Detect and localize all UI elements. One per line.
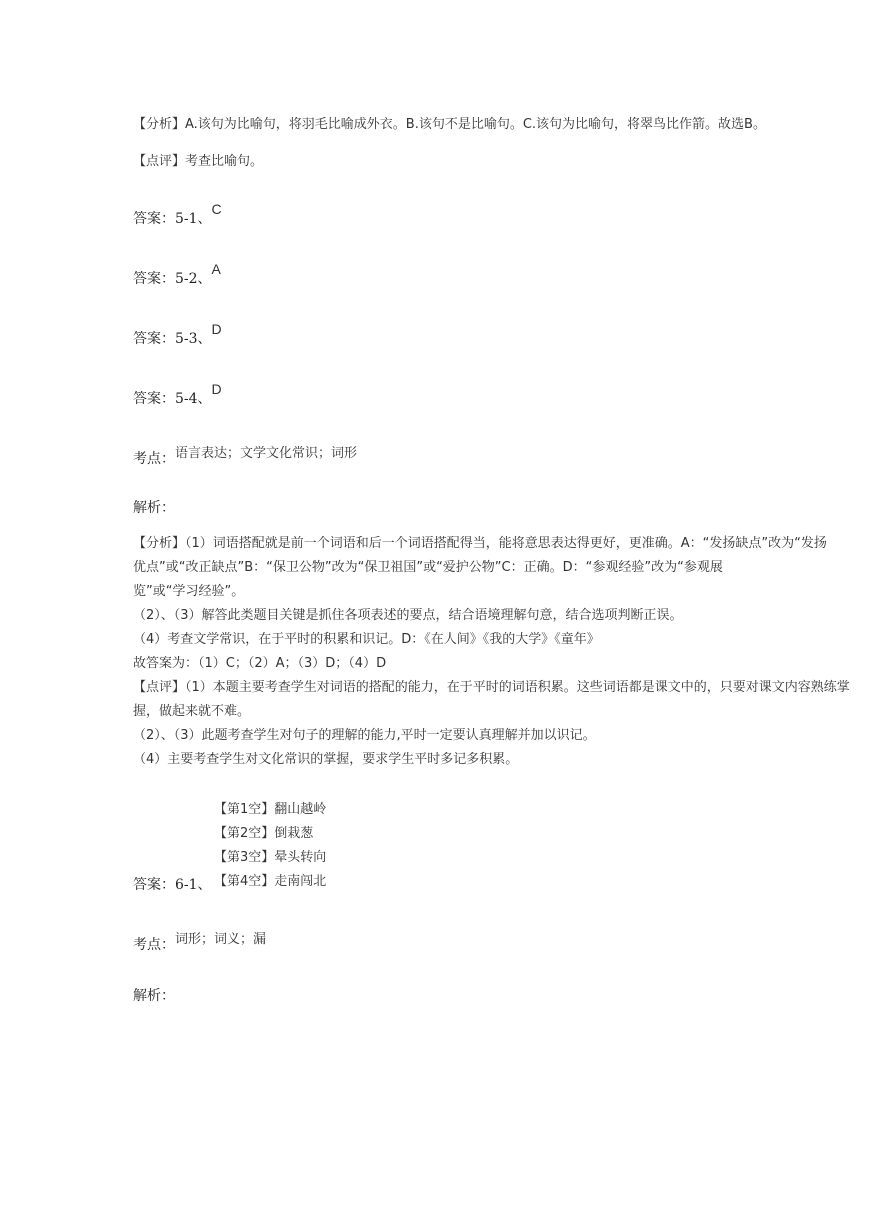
answer-label: 答案：5-2、 [133,271,212,287]
answer6-blank-1: 【第1空】翻山越岭 [214,802,327,817]
answer-5-3 [133,321,222,348]
explanation-line: （4）考查文学常识，在于平时的积累和识记。D：《在人间》《我的大学》《童年》 [133,632,600,647]
explanation-line: 故答案为：（1）C；（2）A；（3）D；（4）D [133,656,387,671]
kaodian-label: 考点： [133,937,175,953]
answer-5-1 [133,201,222,228]
answer6-blank-3: 【第3空】晕头转向 [214,850,327,865]
answer-value: D [211,321,222,337]
explanation-line: 【点评】（1）本题主要考查学生对词语的搭配的能力，在于平时的词语积累。这些词语都是课文中的，只要对课文内容熟练掌 [133,680,850,695]
answer-value: C [211,201,222,217]
explanation-line: 【分析】（1）词语搭配就是前一个词语和后一个词语搭配得当，能将意思表达得更好，更准确。A：“发扬缺点”改为“发扬 [133,536,827,551]
explanation-block [133,532,869,772]
jiexi-1: 解析： [133,500,175,516]
answer-label: 答案：5-1、 [133,211,212,227]
answer6-blank-2: 【第2空】倒栽葱 [214,826,314,841]
explanation-line: （2）、（3）此题考查学生对句子的理解的能力,平时一定要认真理解并加以识记。 [133,728,596,743]
analysis-line: 【分析】A.该句为比喻句，将羽毛比喻成外衣。B.该句不是比喻句。C.该句为比喻句，将翠鸟比作箭。故选B。 [133,117,766,132]
answer-5-4 [133,381,222,408]
jiexi-2: 解析： [133,988,175,1004]
kaodian-value: 语言表达；文学文化常识；词形 [175,446,358,461]
explanation-line: 握，做起来就不难。 [133,704,251,719]
explanation-line: （2）、（3）解答此类题目关键是抓住各项表述的要点，结合语境理解句意，结合选项判断正误。 [133,608,683,623]
answer6-blank-4: 【第4空】走南闯北 [214,874,327,889]
answer6-label: 答案：6-1、 [133,877,212,893]
answer-5-2 [133,261,221,288]
kaodian-2 [133,934,266,954]
explanation-line: 览”或“学习经验”。 [133,584,245,599]
kaodian-value: 词形；词义；漏 [175,932,267,947]
comment-line: 【点评】考查比喻句。 [133,154,264,169]
answer-value: A [211,261,221,277]
answer-value: D [211,381,222,397]
kaodian-1 [133,448,357,468]
explanation-line: （4）主要考查学生对文化常识的掌握，要求学生平时多记多积累。 [133,752,519,767]
explanation-line: 优点”或“改正缺点”B：“保卫公物”改为“保卫祖国”或“爱护公物”C：正确。D：“参观经验”改为“参观展 [133,560,723,575]
answer-label: 答案：5-3、 [133,331,212,347]
kaodian-label: 考点： [133,451,175,467]
answer-label: 答案：5-4、 [133,391,212,407]
